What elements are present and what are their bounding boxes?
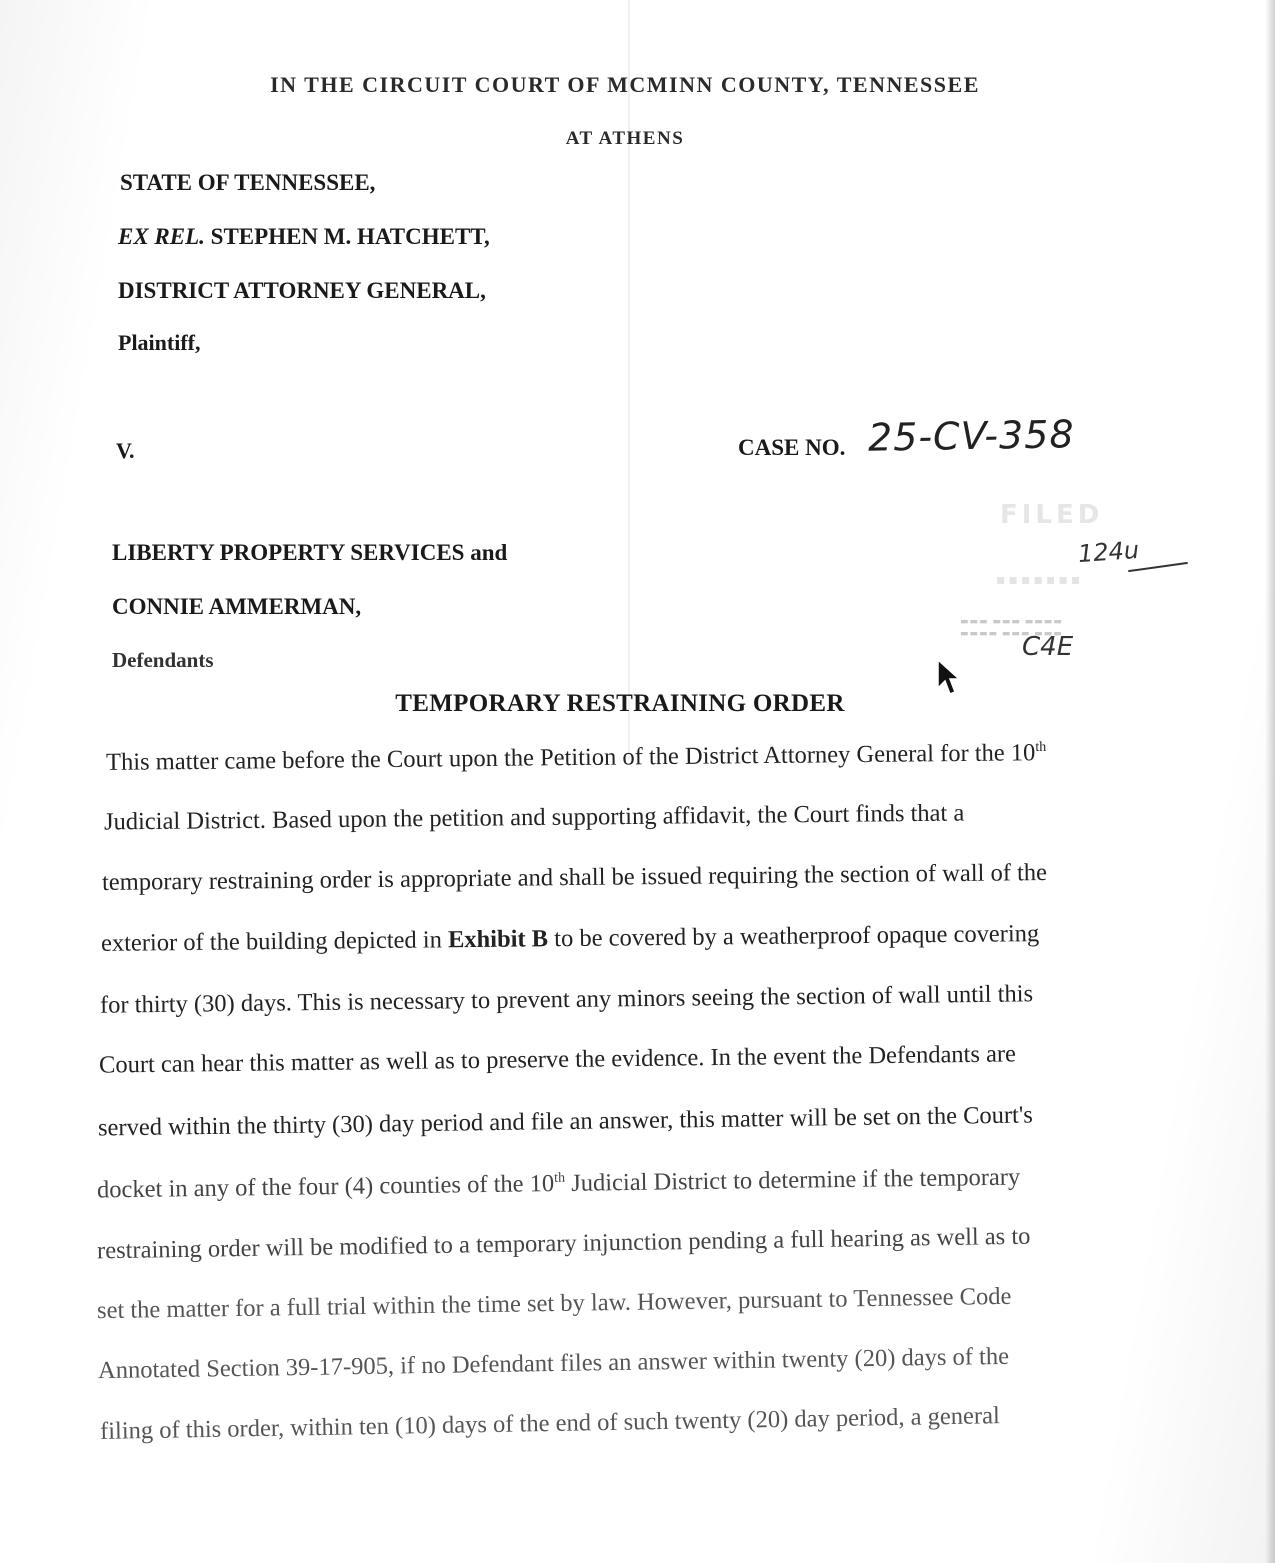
court-heading: IN THE CIRCUIT COURT OF MCMINN COUNTY, TENNESSEE <box>270 72 980 97</box>
body-line-11: Annotated Section 39-17-905, if no Defendant files an answer within twenty (20) days of the <box>97 1342 1010 1385</box>
filed-stamp-time-handwritten: 124u <box>1077 535 1140 569</box>
case-number-label: CASE NO. <box>738 435 846 460</box>
body-line-1-sup: th <box>1035 739 1047 756</box>
body-line-3: temporary restraining order is appropriate and shall be issued requiring the section of wall of the <box>101 859 1048 896</box>
body-line-1-text: This matter came before the Court upon the Petition of the District Attorney General for the 10 <box>105 739 1036 776</box>
body-line-7: served within the thirty (30) day period and file an answer, this matter will be set on the Court's <box>97 1101 1034 1142</box>
body-line-6: Court can hear this matter as well as to preserve the evidence. In the event the Defendants are <box>98 1040 1017 1079</box>
body-line-4-text-a: exterior of the building depicted in <box>100 926 449 957</box>
body-line-12: filing of this order, within ten (10) days of the end of such twenty (20) day period, a general <box>99 1402 1000 1445</box>
exhibit-b-reference: Exhibit B <box>447 925 549 954</box>
filed-stamp-initials-handwritten: C4E <box>1022 632 1074 662</box>
ex-rel-label: EX REL. <box>118 224 205 249</box>
filed-stamp-date-faded: ▪▪▪▪▪▪▪ <box>996 572 1084 588</box>
court-location: AT ATHENS <box>565 128 685 149</box>
page-edge-shadow <box>1265 0 1275 1563</box>
body-line-8-sup: th <box>554 1170 566 1186</box>
relator-name: STEPHEN M. HATCHETT, <box>204 224 490 249</box>
filed-stamp-clerk-faded: ▬▬▬ ▬▬▬ ▬▬▬▬ ▬▬▬▬ ▬▬▬ ▬▬▬ <box>960 617 1063 639</box>
order-title: TEMPORARY RESTRAINING ORDER <box>395 690 845 717</box>
body-line-9: restraining order will be modified to a temporary injunction pending a full hearing as well as to <box>96 1222 1031 1265</box>
body-line-8-text-b: Judicial District to determine if the temporary <box>564 1163 1021 1197</box>
plaintiff-role: Plaintiff, <box>118 330 201 355</box>
body-line-5: for thirty (30) days. This is necessary to prevent any minors seeing the section of wall until this <box>99 980 1034 1019</box>
plaintiff-line-3: DISTRICT ATTORNEY GENERAL, <box>118 278 486 303</box>
body-line-4-text-b: to be covered by a weatherproof opaque covering <box>547 920 1040 953</box>
plaintiff-line-2 <box>118 224 490 250</box>
defendant-line-2: CONNIE AMMERMAN, <box>112 594 362 619</box>
case-number-handwritten: 25-CV-358 <box>867 412 1075 460</box>
body-line-8 <box>97 1164 1021 1205</box>
body-line-2: Judicial District. Based upon the petition and supporting affidavit, the Court finds that a <box>103 799 965 836</box>
body-line-4 <box>101 920 1039 958</box>
body-line-10: set the matter for a full trial within the time set by law. However, pursuant to Tennessee Code <box>96 1282 1012 1325</box>
body-line-1 <box>106 739 1047 777</box>
filed-stamp-word: FILED <box>1000 500 1104 530</box>
defendant-role: Defendants <box>112 648 214 672</box>
versus-label: V. <box>116 438 135 463</box>
defendant-line-1: LIBERTY PROPERTY SERVICES and <box>112 540 508 565</box>
page-fold-shadow <box>628 0 630 760</box>
body-line-8-text-a: docket in any of the four (4) counties of the 10 <box>96 1170 555 1204</box>
plaintiff-line-1: STATE OF TENNESSEE, <box>120 170 376 195</box>
